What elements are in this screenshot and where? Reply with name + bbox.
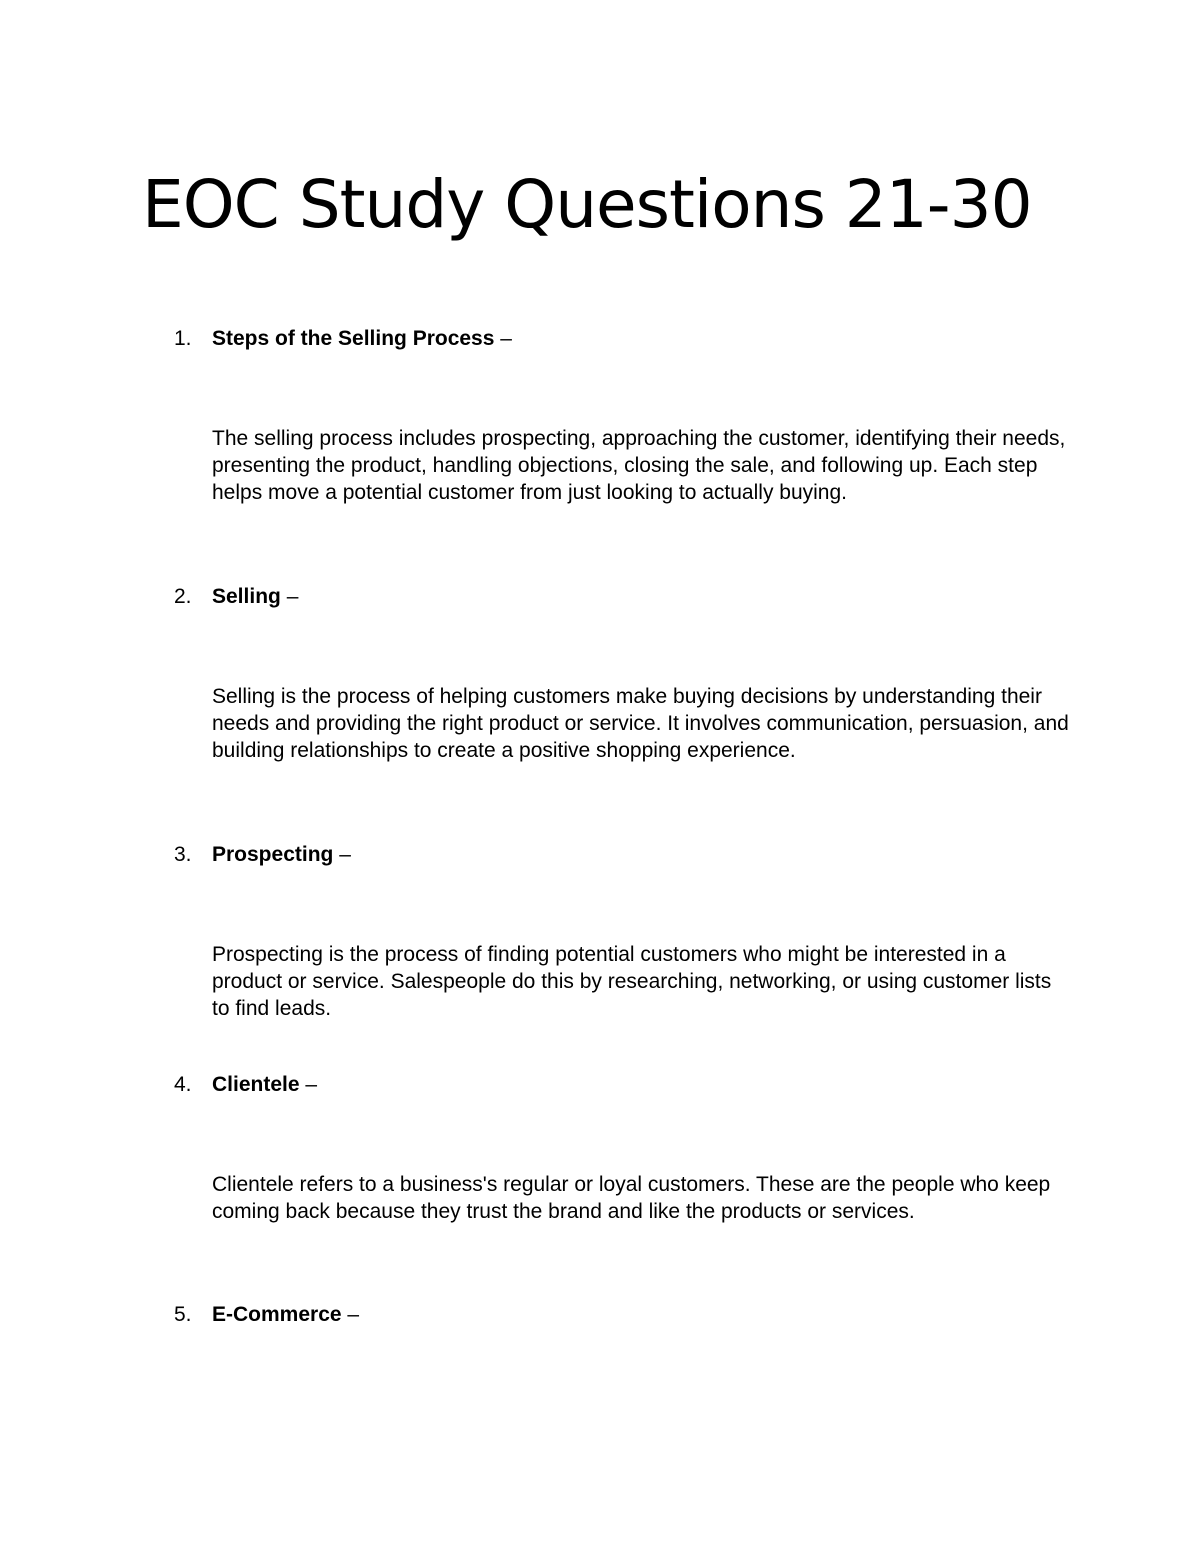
item-dash: – xyxy=(333,843,351,866)
item-heading xyxy=(212,1301,359,1328)
item-heading xyxy=(212,583,298,610)
item-heading xyxy=(212,1071,317,1098)
item-term: E-Commerce xyxy=(212,1303,342,1326)
item-heading xyxy=(212,841,351,868)
item-definition: Clientele refers to a business's regular or loyal customers. These are the people who keep coming back because they trust the brand and like the products or services. xyxy=(212,1173,1051,1224)
item-number: 2. xyxy=(174,585,192,608)
item-number: 5. xyxy=(174,1303,192,1326)
item-dash: – xyxy=(299,1073,318,1096)
item-number: 4. xyxy=(174,1073,192,1096)
item-definition: The selling process includes prospecting, approaching the customer, identifying their needs, presenting the product, handling objections, closing the sale, and following up. Each step helps move a potential customer from just looking to actually buying. xyxy=(212,427,1066,505)
item-term: Steps of the Selling Process xyxy=(212,327,495,350)
item-dash: – xyxy=(341,1303,360,1326)
page-title: EOC Study Questions 21-30 xyxy=(142,166,1032,243)
item-definition: Prospecting is the process of finding potential customers who might be interested in a product or service. Salespeople do this by researching, networking, or using customer lists to find leads. xyxy=(212,943,1052,1021)
item-term: Prospecting xyxy=(212,843,334,866)
item-number: 1. xyxy=(174,327,192,350)
item-number: 3. xyxy=(174,843,192,866)
item-heading xyxy=(212,325,512,352)
item-dash: – xyxy=(494,327,512,350)
item-term: Selling xyxy=(212,585,281,608)
item-definition: Selling is the process of helping customers make buying decisions by understanding their needs and providing the right product or service. It involves communication, persuasion, and building relationships to create a positive shopping experience. xyxy=(212,685,1069,763)
item-dash: – xyxy=(280,585,299,608)
item-term: Clientele xyxy=(212,1073,300,1096)
